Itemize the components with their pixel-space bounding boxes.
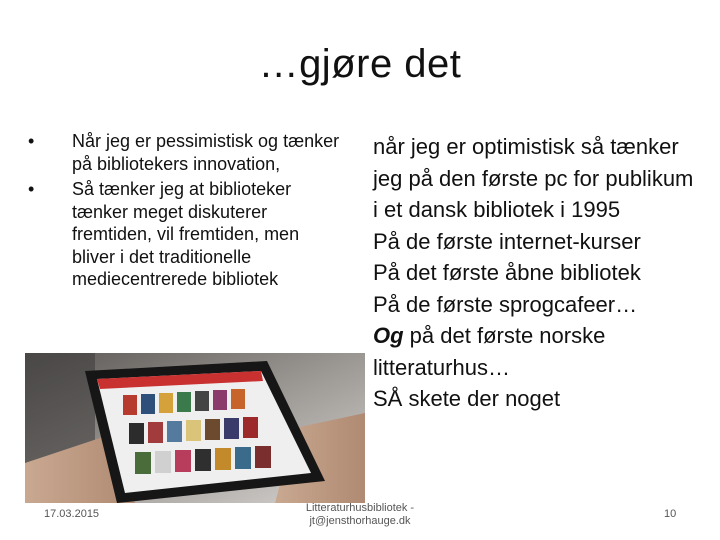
left-bullet-list bbox=[26, 130, 346, 294]
bullet-marker: • bbox=[28, 131, 35, 151]
right-paragraph: På de første sprogcafeer… bbox=[373, 291, 638, 317]
right-paragraph: På det første åbne bibliotek bbox=[373, 260, 641, 285]
bullet-item bbox=[26, 178, 346, 291]
bullet-text: Så tænker jeg at biblioteker tænker meget diskuterer fremtiden, vil fremtiden, men bliver i det traditionelle mediecentrerede bibliotek bbox=[72, 179, 300, 289]
footer-date: 17.03.2015 bbox=[44, 508, 100, 520]
right-paragraph: SÅ skete der noget bbox=[373, 386, 561, 411]
slide-title: …gjøre det bbox=[258, 42, 462, 86]
bullet-marker: • bbox=[28, 179, 35, 199]
bullet-item bbox=[26, 130, 346, 175]
emphasis-text: Og bbox=[373, 323, 404, 348]
footer-email: jt@jensthorhauge.dk bbox=[309, 515, 411, 527]
page-number: 10 bbox=[664, 508, 677, 520]
right-paragraph bbox=[373, 320, 703, 383]
tablet-photo bbox=[25, 353, 365, 503]
right-paragraph: På de første internet-kurser bbox=[373, 228, 641, 254]
right-paragraph-rest: på det første norske litteraturhus… bbox=[373, 323, 606, 380]
footer-title: Litteraturhusbibliotek - bbox=[305, 502, 415, 514]
right-paragraph: når jeg er optimistisk så tænker jeg på den første pc for publikum i et dansk bibliotek i 1995 bbox=[373, 134, 694, 222]
bullet-text: Når jeg er pessimistisk og tænker på bibliotekers innovation, bbox=[72, 131, 340, 174]
tablet-illustration bbox=[25, 353, 365, 503]
right-text-block bbox=[373, 131, 703, 415]
footer-center-text bbox=[270, 502, 450, 528]
